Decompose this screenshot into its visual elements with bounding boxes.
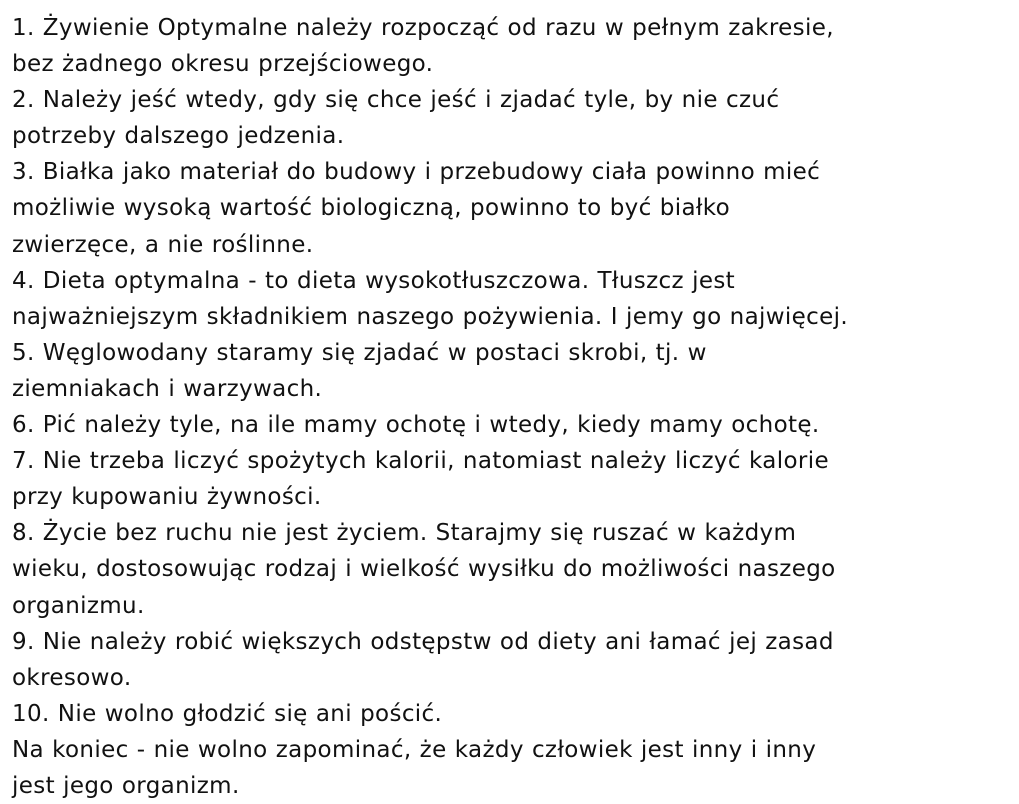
text-line: jest jego organizm.: [12, 772, 240, 799]
text-line: ziemniakach i warzywach.: [12, 375, 323, 402]
text-line: zwierzęce, a nie roślinne.: [12, 231, 314, 258]
text-line: 3. Białka jako materiał do budowy i przebudowy ciała powinno mieć: [12, 159, 821, 186]
text-line: Na koniec - nie wolno zapominać, że każdy człowiek jest inny i inny: [12, 736, 817, 763]
text-line: organizmu.: [12, 592, 145, 619]
text-line: 8. Życie bez ruchu nie jest życiem. Starajmy się ruszać w każdym: [12, 520, 797, 547]
text-line: wieku, dostosowując rodzaj i wielkość wysiłku do możliwości naszego: [12, 556, 836, 583]
text-line: okresowo.: [12, 664, 132, 691]
text-line: 4. Dieta optymalna - to dieta wysokotłuszczowa. Tłuszcz jest: [12, 267, 736, 294]
text-line: 9. Nie należy robić większych odstępstw od diety ani łamać jej zasad: [12, 628, 834, 655]
text-line: 7. Nie trzeba liczyć spożytych kalorii, natomiast należy liczyć kalorie: [12, 448, 829, 475]
text-line: bez żadnego okresu przejściowego.: [12, 51, 434, 78]
text-line: 1. Żywienie Optymalne należy rozpocząć od razu w pełnym zakresie,: [12, 15, 834, 41]
text-line: 10. Nie wolno głodzić się ani pościć.: [12, 700, 443, 727]
text-line: potrzeby dalszego jedzenia.: [12, 123, 345, 150]
text-line: 6. Pić należy tyle, na ile mamy ochotę i wtedy, kiedy mamy ochotę.: [12, 412, 820, 439]
text-line: możliwie wysoką wartość biologiczną, powinno to być białko: [12, 195, 731, 222]
text-line: najważniejszym składnikiem naszego pożywienia. I jemy go najwięcej.: [12, 303, 849, 330]
document-text: [12, 10, 1012, 804]
text-line: przy kupowaniu żywności.: [12, 484, 322, 511]
text-line: 5. Węglowodany staramy się zjadać w postaci skrobi, tj. w: [12, 339, 707, 366]
text-line: 2. Należy jeść wtedy, gdy się chce jeść i zjadać tyle, by nie czuć: [12, 87, 780, 114]
